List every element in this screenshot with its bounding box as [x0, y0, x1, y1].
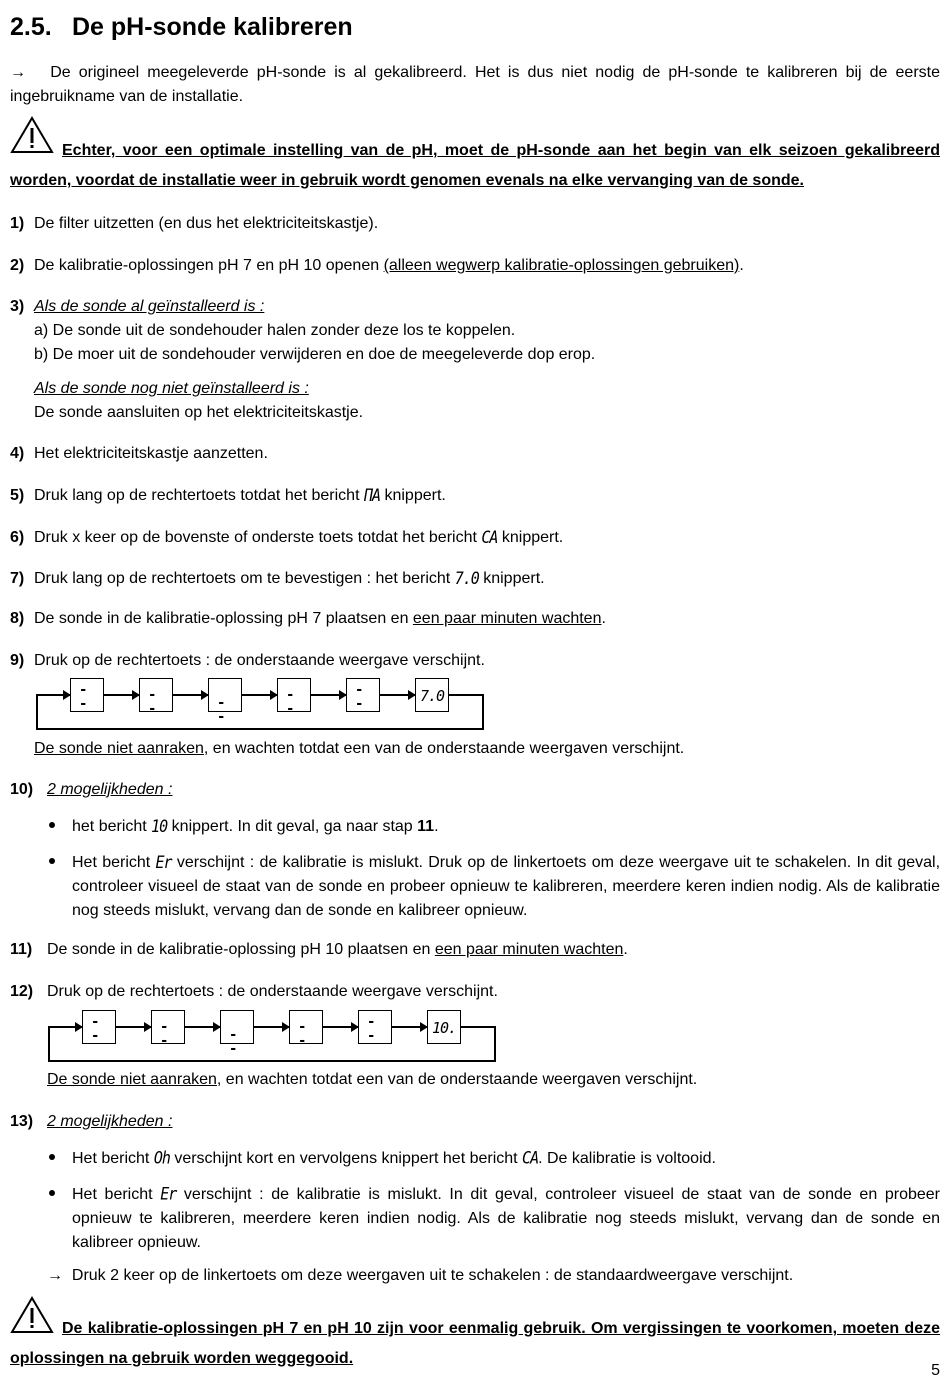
- step-number: 1): [10, 215, 25, 232]
- display-dash: - -: [286, 687, 297, 717]
- warning-bottom-underlined: De kalibratie-oplossingen pH 7 en pH 10 zijn voor eenmalig gebruik. Om vergissingen te voorkomen, moeten deze oplossingen na gebruik worden weggegooid.: [10, 1320, 940, 1367]
- step-7: [10, 566, 940, 591]
- display-box: [358, 1010, 392, 1044]
- connector-line: [380, 694, 415, 696]
- step-number: 5): [10, 487, 25, 504]
- note-underlined: De sonde niet aanraken: [47, 1071, 217, 1088]
- display-box-final: [415, 678, 449, 712]
- step-3a: a) De sonde uit de sondehouder halen zonder deze los te koppelen.: [34, 322, 516, 339]
- bullet-text: verschijnt : de kalibratie is mislukt. In dit geval, controleer visueel de staat van de sonde en probeer opnieuw te kalibreren, meerdere keren indien nodig. Als de kalibratie nog steeds mislukt, vervang dan de sonde en kalibreer opnieuw.: [72, 1186, 941, 1251]
- step-10-bullet-1: [72, 814, 940, 839]
- display-box: [277, 678, 311, 717]
- connector-line: [173, 694, 208, 696]
- bullet-text: Het bericht: [72, 854, 156, 871]
- step-end: .: [601, 610, 606, 627]
- step-heading: 2 mogelijkheden :: [47, 781, 173, 798]
- intro-text: De origineel meegeleverde pH-sonde is al gekalibreerd. Het is dus niet nodig de pH-sonde te kalibreren bij de eerste ingebruikname van de installatie.: [10, 64, 940, 105]
- arrow-icon: [351, 1022, 359, 1032]
- connector-line: [242, 694, 277, 696]
- step-12: [10, 980, 940, 1004]
- connector-line: [185, 1026, 220, 1028]
- connector-line: [392, 1026, 427, 1028]
- warning-top-text: [10, 136, 940, 196]
- display-dash: - -: [355, 682, 366, 712]
- intro-paragraph: [10, 61, 940, 109]
- step-13: [10, 1110, 940, 1134]
- connector-line: [48, 1026, 50, 1062]
- step-12-note: [47, 1068, 697, 1092]
- step-text: De sonde in de kalibratie-oplossing pH 10 plaatsen en: [47, 941, 435, 958]
- display-box: [220, 1010, 254, 1057]
- page-number: 5: [931, 1362, 940, 1379]
- connector-line: [461, 1026, 495, 1028]
- step-heading: 2 mogelijkheden :: [47, 1113, 173, 1130]
- connector-line: [311, 694, 346, 696]
- connector-line: [449, 694, 483, 696]
- connector-line: [48, 1060, 496, 1062]
- step-number: 8): [10, 610, 25, 627]
- display-dash: - -: [148, 687, 159, 717]
- bullet-end: .: [434, 818, 439, 835]
- step-9-note: [34, 737, 684, 761]
- connector-line: [104, 694, 139, 696]
- step-text-end: knippert.: [478, 570, 545, 587]
- step-number: 10): [10, 781, 34, 798]
- step-10: [10, 778, 940, 802]
- arrow-text: Druk 2 keer op de linkertoets om deze weergaven uit te schakelen : de standaardweergave verschijnt.: [71, 1267, 794, 1284]
- connector-line: [48, 1026, 82, 1028]
- connector-line: [323, 1026, 358, 1028]
- arrow-icon: [408, 690, 416, 700]
- step-13-bullet-1: [72, 1146, 940, 1171]
- connector-line: [482, 694, 484, 730]
- step-11: [10, 938, 940, 962]
- step-3-heading2: Als de sonde nog niet geïnstalleerd is :: [34, 380, 309, 397]
- display-code: CA: [522, 1147, 539, 1169]
- bullet-icon: [49, 822, 55, 828]
- bullet-bold: 11: [417, 818, 435, 835]
- warning-bottom-text: [10, 1314, 940, 1374]
- display-dash: - -: [229, 1027, 240, 1057]
- connector-line: [36, 728, 484, 730]
- step-4: [10, 442, 940, 466]
- arrow-icon: →: [10, 64, 26, 81]
- arrow-icon: [420, 1022, 428, 1032]
- step-number: 3): [10, 298, 25, 315]
- note-underlined: De sonde niet aanraken: [34, 740, 204, 757]
- step-text: Druk lang op de rechtertoets om te bevestigen : het bericht: [34, 570, 455, 587]
- display-box-final: [427, 1010, 461, 1044]
- display-code: Er: [160, 1183, 177, 1205]
- step-text: Druk x keer op de bovenste of onderste toets totdat het bericht: [34, 529, 482, 546]
- note-text: , en wachten totdat een van de onderstaande weergaven verschijnt.: [203, 740, 685, 757]
- connector-line: [36, 694, 38, 730]
- note-text: , en wachten totdat een van de onderstaande weergaven verschijnt.: [216, 1071, 698, 1088]
- step-end: .: [623, 941, 628, 958]
- step-underlined: (alleen wegwerp kalibratie-oplossingen gebruiken): [383, 257, 740, 274]
- step-text: Druk op de rechtertoets : de onderstaande weergave verschijnt.: [34, 652, 485, 669]
- arrow-icon: [132, 690, 140, 700]
- connector-line: [254, 1026, 289, 1028]
- step-2: [10, 254, 940, 278]
- arrow-icon: [63, 690, 71, 700]
- step-text: Het elektriciteitskastje aanzetten.: [34, 445, 268, 462]
- arrow-icon: →: [47, 1267, 63, 1284]
- arrow-icon: [213, 1022, 221, 1032]
- step-end: .: [739, 257, 744, 274]
- step-13-bullet-2: [72, 1182, 940, 1255]
- display-code: 10: [151, 815, 168, 837]
- display-box: [289, 1010, 323, 1049]
- arrow-icon: [282, 1022, 290, 1032]
- display-box: [82, 1010, 116, 1044]
- display-dash: - -: [367, 1014, 378, 1044]
- step-heading: Als de sonde al geïnstalleerd is :: [34, 298, 265, 315]
- step-underlined: een paar minuten wachten: [412, 610, 602, 627]
- bullet-text: verschijnt : de kalibratie is mislukt. Druk op de linkertoets om deze weergave uit te schakelen. In dit geval, controleer visueel de staat van de sonde en probeer opnieuw te kalibreren, meerdere keren indien nodig. Als de kalibratie nog steeds mislukt, vervang dan de sonde en kalibreer opnieuw.: [72, 854, 941, 919]
- step-text: Druk lang op de rechtertoets totdat het bericht: [34, 487, 364, 504]
- step-number: 7): [10, 570, 25, 587]
- display-dash: - -: [91, 1014, 102, 1044]
- warning-top-underlined: Echter, voor een optimale instelling van de pH, moet de pH-sonde aan het begin van elk seizoen gekalibreerd worden, voordat de installatie weer in gebruik wordt genomen evenals na elke vervanging van de sonde.: [10, 142, 940, 189]
- section-heading: [10, 12, 353, 42]
- section-title: De pH-sonde kalibreren: [72, 13, 353, 41]
- step-number: 9): [10, 652, 25, 669]
- bullet-icon: [49, 858, 55, 864]
- step-number: 13): [10, 1113, 34, 1130]
- display-code: 7.0: [454, 567, 479, 589]
- connector-line: [36, 694, 70, 696]
- connector-line: [116, 1026, 151, 1028]
- bullet-text: het bericht: [72, 818, 152, 835]
- step-6: [10, 525, 940, 550]
- step-number: 11): [10, 941, 33, 958]
- display-dash: - -: [79, 682, 90, 712]
- display-code: Er: [155, 851, 172, 873]
- arrow-icon: [339, 690, 347, 700]
- display-box: [70, 678, 104, 712]
- bullet-icon: [49, 1154, 55, 1160]
- step-number: 2): [10, 257, 25, 274]
- step-text-end: knippert.: [380, 487, 446, 504]
- step-3: [10, 295, 940, 319]
- step-3-text2: De sonde aansluiten op het elektriciteitskastje.: [34, 404, 364, 421]
- display-box: [346, 678, 380, 712]
- step-13-arrow-line: [47, 1264, 793, 1288]
- bullet-text: knippert. In dit geval, ga naar stap: [167, 818, 418, 835]
- display-dash: - -: [217, 695, 228, 725]
- arrow-icon: [75, 1022, 83, 1032]
- step-number: 12): [10, 983, 34, 1000]
- bullet-text: Het bericht: [72, 1186, 161, 1203]
- bullet-text: Het bericht: [72, 1150, 154, 1167]
- step-text: De sonde in de kalibratie-oplossing pH 7 plaatsen en: [34, 610, 413, 627]
- step-text: De kalibratie-oplossingen pH 7 en pH 10 openen: [34, 257, 384, 274]
- step-10-bullet-2: [72, 850, 940, 923]
- bullet-end: . De kalibratie is voltooid.: [538, 1150, 716, 1167]
- step-text: De filter uitzetten (en dus het elektriciteitskastje).: [34, 215, 379, 232]
- arrow-icon: [144, 1022, 152, 1032]
- step-number: 6): [10, 529, 25, 546]
- step-text-end: knippert.: [497, 529, 564, 546]
- step-text: Druk op de rechtertoets : de onderstaande weergave verschijnt.: [47, 983, 498, 1000]
- display-value: 7.0: [419, 687, 445, 705]
- bullet-text: verschijnt kort en vervolgens knippert het bericht: [169, 1150, 523, 1167]
- display-dash: - -: [160, 1019, 171, 1049]
- display-code: Oh: [153, 1147, 170, 1169]
- arrow-icon: [270, 690, 278, 700]
- display-box: [151, 1010, 185, 1049]
- section-number: 2.5.: [10, 13, 52, 41]
- display-code: CA: [481, 526, 498, 548]
- connector-line: [494, 1026, 496, 1062]
- step-underlined: een paar minuten wachten: [434, 941, 624, 958]
- step-8: [10, 607, 940, 631]
- step-5: [10, 483, 940, 508]
- display-box: [139, 678, 173, 717]
- display-code: ΠΑ: [363, 484, 381, 506]
- step-9: [10, 649, 940, 673]
- display-value: 10.: [431, 1019, 457, 1037]
- bullet-icon: [49, 1190, 55, 1196]
- arrow-icon: [201, 690, 209, 700]
- step-1: [10, 212, 940, 236]
- display-dash: - -: [298, 1019, 309, 1049]
- display-box: [208, 678, 242, 725]
- step-number: 4): [10, 445, 25, 462]
- step-3b: b) De moer uit de sondehouder verwijderen en doe de meegeleverde dop erop.: [34, 346, 596, 363]
